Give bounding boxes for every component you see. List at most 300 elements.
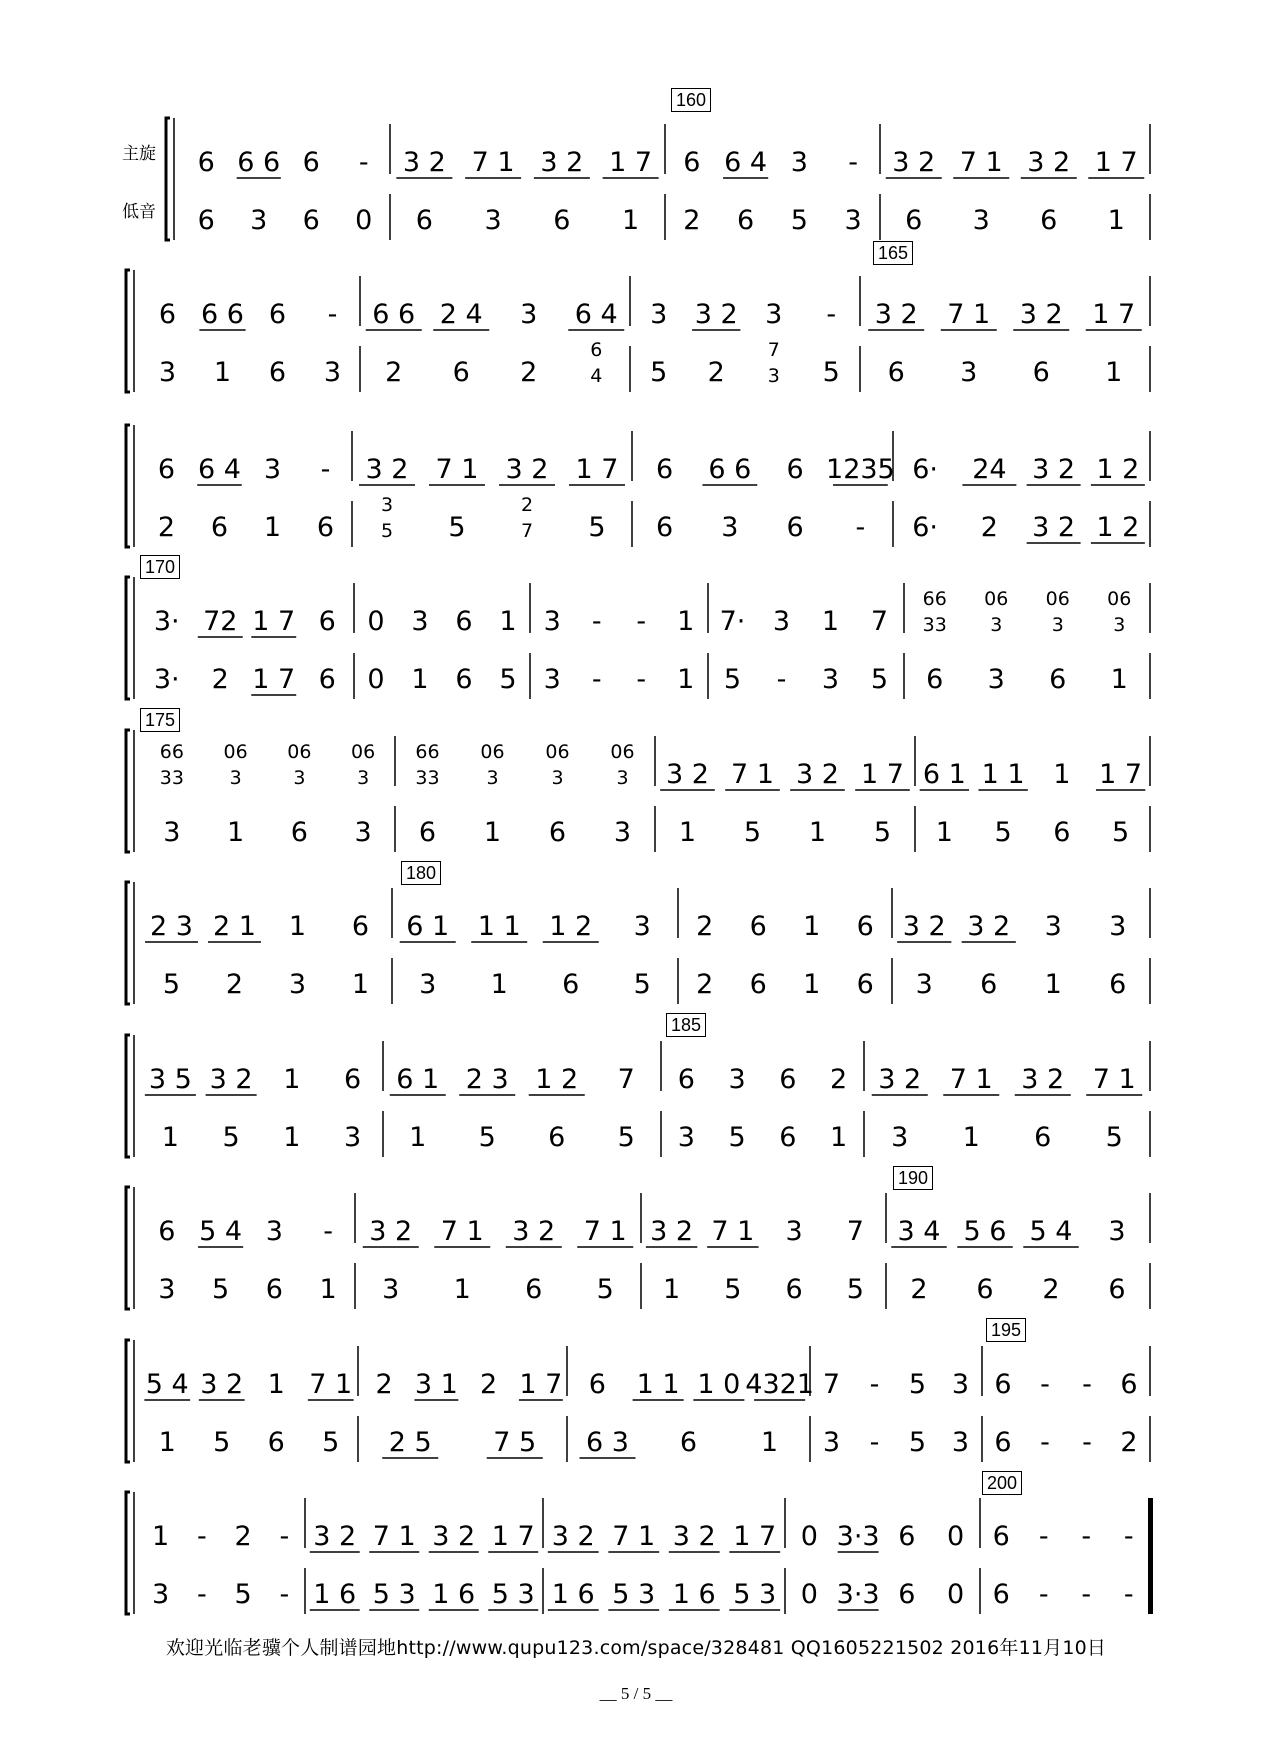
melody-note: 3 2 bbox=[878, 1064, 922, 1095]
bass-note: 3 2 bbox=[1032, 512, 1076, 543]
melody-note: 6 bbox=[302, 147, 320, 178]
melody-note: 3 bbox=[785, 1216, 803, 1247]
melody-note: 7 1 bbox=[711, 1216, 755, 1247]
bass-note: 5 bbox=[790, 205, 808, 236]
measure-marker: 195 bbox=[986, 1318, 1026, 1342]
melody-note: 1 7 bbox=[861, 759, 904, 790]
bass-note: 5 bbox=[650, 357, 668, 388]
melody-chord-upper: 06 bbox=[1107, 588, 1132, 610]
bass-note: 1 bbox=[283, 1122, 301, 1153]
bass-note: 2 bbox=[225, 969, 244, 1000]
bass-note: 5 bbox=[212, 1274, 230, 1305]
bass-note: 3· bbox=[153, 664, 180, 695]
melody-note: 1 2 bbox=[535, 1064, 579, 1095]
melody-note: - bbox=[1038, 1521, 1049, 1552]
melody-note: 3 2 bbox=[1021, 1064, 1065, 1095]
melody-chord-lower: 3 bbox=[1113, 614, 1126, 636]
bass-note: 1 bbox=[453, 1274, 471, 1305]
melody-chord-lower: 33 bbox=[159, 767, 184, 789]
melody-note: 3 2 bbox=[200, 1369, 244, 1400]
melody-note: 3 2 bbox=[666, 759, 709, 790]
bass-note: 3 bbox=[677, 1122, 695, 1153]
bass-note: - bbox=[197, 1579, 207, 1610]
melody-note: 6 bbox=[268, 299, 287, 330]
melody-note: - bbox=[1081, 1521, 1092, 1552]
bass-note: 5 bbox=[213, 1427, 231, 1458]
bass-note: 6 3 bbox=[586, 1427, 629, 1458]
final-barline bbox=[1148, 1498, 1153, 1614]
bass-chord-lower: 7 bbox=[520, 520, 534, 542]
melody-note: 3 2 bbox=[967, 911, 1011, 942]
bass-note: 6 bbox=[1032, 357, 1050, 388]
bass-part-label: 低音 bbox=[122, 202, 156, 222]
bass-note: 3 bbox=[354, 817, 372, 848]
melody-chord-upper: 66 bbox=[415, 741, 440, 763]
bass-note: 0 bbox=[947, 1579, 965, 1610]
bass-note: - bbox=[1081, 1579, 1092, 1610]
melody-note: 3 2 bbox=[540, 147, 584, 178]
melody-note: 3 2 bbox=[402, 147, 446, 178]
melody-note: 1 1 bbox=[477, 911, 521, 942]
melody-note: 6 bbox=[992, 1521, 1010, 1552]
melody-note: 7 1 bbox=[435, 454, 479, 485]
bass-note: 3 bbox=[323, 357, 342, 388]
bass-note: 1 bbox=[351, 969, 370, 1000]
bass-note: 2 bbox=[696, 969, 714, 1000]
bass-note: 3 bbox=[158, 1274, 176, 1305]
melody-note: 3 bbox=[951, 1369, 970, 1400]
bass-note: 3 bbox=[951, 1427, 970, 1458]
melody-note: 3 bbox=[790, 147, 808, 178]
bass-note: 5 bbox=[743, 817, 762, 848]
melody-note: 1235 bbox=[826, 454, 895, 485]
bass-note: 7 5 bbox=[493, 1427, 537, 1458]
system-bracket bbox=[126, 1187, 130, 1309]
bass-note: 6 bbox=[452, 357, 470, 388]
melody-note: 3 2 bbox=[432, 1521, 476, 1552]
melody-note: 7 1 bbox=[959, 147, 1003, 178]
melody-note: 2 3 bbox=[465, 1064, 509, 1095]
melody-note: 7 1 bbox=[309, 1369, 353, 1400]
melody-note: 3 2 bbox=[1032, 454, 1076, 485]
bass-note: 6 bbox=[994, 1427, 1012, 1458]
system-bracket bbox=[126, 425, 130, 547]
bass-note: 6 bbox=[210, 512, 229, 543]
bass-note: 1 bbox=[227, 817, 245, 848]
melody-chord-lower: 3 bbox=[551, 767, 564, 789]
bass-note: 1 bbox=[678, 817, 697, 848]
bass-note: 5 3 bbox=[491, 1579, 535, 1610]
bass-note: 6 bbox=[749, 969, 767, 1000]
bass-note: 5 bbox=[822, 357, 840, 388]
bass-note: 1 bbox=[213, 357, 232, 388]
melody-note: 3 4 bbox=[897, 1216, 941, 1247]
melody-chord-upper: 06 bbox=[610, 741, 635, 763]
melody-note: 6 1 bbox=[396, 1064, 440, 1095]
bass-note: 6 bbox=[887, 357, 905, 388]
bass-note: 1 bbox=[622, 205, 640, 236]
melody-note: 6 1 bbox=[922, 759, 966, 790]
bass-note: 1 bbox=[411, 664, 429, 695]
melody-note: 3 bbox=[1108, 1216, 1126, 1247]
melody-note: 7 1 bbox=[471, 147, 515, 178]
bass-note: 5 bbox=[617, 1122, 635, 1153]
melody-note: 2 bbox=[830, 1064, 848, 1095]
melody-note: 3 2 bbox=[672, 1521, 716, 1552]
melody-note: 2 1 bbox=[213, 911, 256, 942]
melody-note: 1 bbox=[267, 1369, 285, 1400]
melody-part-label: 主旋 bbox=[122, 144, 156, 164]
system-bracket bbox=[126, 577, 130, 699]
bass-note: 3·3 bbox=[836, 1579, 880, 1610]
melody-note: 7· bbox=[719, 606, 746, 637]
bass-note: 6 bbox=[737, 205, 755, 236]
melody-note: 3 2 bbox=[313, 1521, 357, 1552]
melody-note: 3 bbox=[772, 606, 791, 637]
melody-note: 3 2 bbox=[650, 1216, 694, 1247]
bass-note: 6 bbox=[1108, 1274, 1126, 1305]
melody-note: 6 bbox=[158, 299, 177, 330]
bass-note: 5 3 bbox=[733, 1579, 777, 1610]
bass-note: 5 bbox=[846, 1274, 864, 1305]
melody-note: 6 bbox=[588, 1369, 606, 1400]
bass-note: 6 bbox=[290, 817, 308, 848]
melody-note: 6 6 bbox=[237, 147, 281, 178]
melody-chord-lower: 3 bbox=[990, 614, 1003, 636]
melody-note: - bbox=[848, 147, 858, 178]
melody-chord-upper: 06 bbox=[287, 741, 312, 763]
bass-note: - bbox=[279, 1579, 290, 1610]
bass-note: 6 bbox=[856, 969, 874, 1000]
measure-marker: 180 bbox=[401, 861, 441, 885]
bass-note: 6 bbox=[548, 1122, 566, 1153]
bass-note: 2 bbox=[1042, 1274, 1060, 1305]
melody-note: 1 7 bbox=[1092, 299, 1136, 330]
melody-note: 1 7 bbox=[1099, 759, 1143, 790]
melody-note: 1 bbox=[677, 606, 695, 637]
melody-note: 1 bbox=[803, 911, 821, 942]
bass-note: 1 bbox=[319, 1274, 337, 1305]
bass-note: 5 bbox=[994, 817, 1012, 848]
bass-note: 6 bbox=[1034, 1122, 1052, 1153]
bass-note: 6 bbox=[562, 969, 580, 1000]
bass-note: 6 bbox=[926, 664, 944, 695]
melody-note: 2 3 bbox=[150, 911, 193, 942]
melody-note: 3 bbox=[1109, 911, 1127, 942]
bass-note: 5 bbox=[234, 1579, 252, 1610]
bass-note: 6 bbox=[992, 1579, 1010, 1610]
measure-marker: 185 bbox=[666, 1013, 706, 1037]
melody-note: - bbox=[826, 299, 837, 330]
melody-note: - bbox=[279, 1521, 290, 1552]
melody-note: 6 bbox=[351, 911, 370, 942]
bass-note: 5 bbox=[448, 512, 466, 543]
bass-note: 6 bbox=[268, 357, 287, 388]
melody-note: 7 bbox=[846, 1216, 864, 1247]
bass-note: 6 bbox=[418, 817, 437, 848]
melody-note: 1 bbox=[288, 911, 307, 942]
melody-note: 72 bbox=[203, 606, 238, 637]
melody-note: 3 bbox=[650, 299, 668, 330]
bass-note: 5 bbox=[724, 1274, 742, 1305]
melody-note: 1 bbox=[1053, 759, 1071, 790]
bass-note: 3 bbox=[987, 664, 1005, 695]
bass-note: 6 bbox=[525, 1274, 543, 1305]
melody-note: 3 2 bbox=[505, 454, 549, 485]
measure-marker: 165 bbox=[873, 241, 913, 265]
bass-note: 6 bbox=[779, 1122, 797, 1153]
system-bracket bbox=[126, 1492, 130, 1614]
melody-note: 6 bbox=[749, 911, 767, 942]
melody-note: 1 7 bbox=[519, 1369, 563, 1400]
bass-note: 6 bbox=[415, 205, 433, 236]
bass-note: 1 bbox=[1044, 969, 1062, 1000]
bass-note: 3 bbox=[915, 969, 933, 1000]
melody-note: 1 7 bbox=[733, 1521, 777, 1552]
melody-note: 1 0 bbox=[697, 1369, 741, 1400]
bass-note: 5 3 bbox=[372, 1579, 416, 1610]
bass-note: 3 bbox=[844, 205, 862, 236]
melody-note: 3 bbox=[633, 911, 651, 942]
melody-note: 5 bbox=[908, 1369, 927, 1400]
bass-note: 1 bbox=[830, 1122, 848, 1153]
bass-note: 6 bbox=[265, 1274, 283, 1305]
bass-chord-lower: 4 bbox=[590, 365, 603, 387]
melody-note: 6 bbox=[898, 1521, 916, 1552]
melody-note: 6 bbox=[677, 1064, 695, 1095]
bass-note: 1 bbox=[935, 817, 953, 848]
melody-note: - bbox=[358, 147, 369, 178]
melody-note: 3 5 bbox=[148, 1064, 192, 1095]
measure-marker: 190 bbox=[893, 1166, 933, 1190]
bass-note: 3 bbox=[163, 817, 181, 848]
footer-credit: 欢迎光临老骥个人制谱园地http://www.qupu123.com/space/328481 QQ1605221502 2016年11月10日 bbox=[165, 1637, 1107, 1659]
melody-note: 3 bbox=[263, 454, 282, 485]
melody-chord-upper: 06 bbox=[545, 741, 570, 763]
bass-note: 1 bbox=[158, 1427, 176, 1458]
bass-note: 1 6 bbox=[672, 1579, 716, 1610]
melody-chord-lower: 33 bbox=[922, 614, 947, 636]
melody-note: 1 2 bbox=[1096, 454, 1140, 485]
bass-note: 1 bbox=[1107, 205, 1125, 236]
bass-note: 3 bbox=[821, 664, 840, 695]
melody-chord-lower: 3 bbox=[1051, 614, 1064, 636]
bass-note: 3 bbox=[891, 1122, 909, 1153]
melody-note: 6 6 bbox=[708, 454, 752, 485]
bass-note: 1 bbox=[263, 512, 282, 543]
bass-note: 1 6 bbox=[432, 1579, 476, 1610]
bass-note: 3 bbox=[152, 1579, 170, 1610]
bass-note: 6 bbox=[267, 1427, 285, 1458]
melody-note: 6 bbox=[779, 1064, 797, 1095]
bass-note: 5 bbox=[728, 1122, 746, 1153]
bass-note: 6 bbox=[976, 1274, 994, 1305]
bass-note: 5 bbox=[162, 969, 181, 1000]
bass-note: 3 bbox=[344, 1122, 362, 1153]
melody-note: 3 bbox=[265, 1216, 283, 1247]
melody-note: 2 bbox=[234, 1521, 252, 1552]
melody-note: 3 1 bbox=[414, 1369, 458, 1400]
melody-note: 6 bbox=[344, 1064, 362, 1095]
bass-note: 1 6 bbox=[313, 1579, 357, 1610]
melody-note: 7 1 bbox=[583, 1216, 627, 1247]
melody-note: - bbox=[591, 606, 602, 637]
page-number: __ 5 / 5 __ bbox=[599, 1684, 673, 1703]
melody-note: 6· bbox=[912, 454, 939, 485]
melody-note: 1 1 bbox=[981, 759, 1025, 790]
bass-note: - bbox=[855, 512, 866, 543]
system-bracket bbox=[166, 118, 170, 240]
measure-marker: 170 bbox=[140, 555, 180, 579]
bass-chord-upper: 7 bbox=[767, 339, 780, 361]
melody-chord-upper: 06 bbox=[351, 741, 376, 763]
bass-note: 6· bbox=[912, 512, 939, 543]
bass-chord-upper: 3 bbox=[380, 494, 394, 516]
melody-note: 3 2 bbox=[874, 299, 918, 330]
melody-note: 7 1 bbox=[612, 1521, 656, 1552]
bass-chord-upper: 6 bbox=[590, 339, 603, 361]
melody-note: 3 2 bbox=[209, 1064, 253, 1095]
melody-note: 1 bbox=[499, 606, 517, 637]
bass-note: 3 bbox=[288, 969, 307, 1000]
melody-note: 6 6 bbox=[372, 299, 416, 330]
melody-note: - bbox=[320, 454, 331, 485]
bass-note: - bbox=[776, 664, 787, 695]
melody-note: 3 bbox=[543, 606, 561, 637]
bass-note: 6 bbox=[786, 512, 804, 543]
melody-note: 6 1 bbox=[406, 911, 450, 942]
bass-note: 5 bbox=[633, 969, 651, 1000]
bass-note: 5 bbox=[873, 817, 892, 848]
melody-chord-upper: 66 bbox=[922, 588, 947, 610]
bass-note: 3 bbox=[822, 1427, 841, 1458]
bass-note: 5 bbox=[322, 1427, 340, 1458]
melody-note: 7 1 bbox=[949, 1064, 993, 1095]
bass-note: 5 3 bbox=[612, 1579, 656, 1610]
melody-note: 24 bbox=[972, 454, 1007, 485]
melody-note: 5 4 bbox=[145, 1369, 189, 1400]
bass-note: - bbox=[1040, 1427, 1050, 1458]
melody-note: 6 bbox=[318, 606, 336, 637]
melody-chord-lower: 3 bbox=[357, 767, 370, 789]
bass-note: 3 bbox=[382, 1274, 400, 1305]
bass-chord-upper: 2 bbox=[520, 494, 534, 516]
melody-note: 1 2 bbox=[549, 911, 593, 942]
bass-chord-lower: 5 bbox=[380, 520, 394, 542]
melody-note: 2 bbox=[480, 1369, 498, 1400]
bass-note: 5 bbox=[222, 1122, 240, 1153]
melody-note: 1 bbox=[821, 606, 840, 637]
melody-note: - bbox=[869, 1369, 880, 1400]
bass-note: 1 bbox=[1110, 664, 1128, 695]
melody-note: - bbox=[1123, 1521, 1134, 1552]
melody-note: 7 1 bbox=[440, 1216, 484, 1247]
bass-note: 0 bbox=[367, 664, 385, 695]
bass-note: 2 bbox=[1120, 1427, 1138, 1458]
bass-note: 6 bbox=[898, 1579, 916, 1610]
bass-note: 0 bbox=[800, 1579, 818, 1610]
melody-note: 3 2 bbox=[796, 759, 839, 790]
melody-chord-upper: 06 bbox=[480, 741, 505, 763]
melody-note: 3 2 bbox=[551, 1521, 595, 1552]
bass-note: 1 bbox=[1105, 357, 1123, 388]
bass-note: 3 bbox=[158, 357, 177, 388]
bass-note: 0 bbox=[355, 205, 373, 236]
bass-note: 1 bbox=[409, 1122, 427, 1153]
bass-note: 6 bbox=[905, 205, 923, 236]
bass-note: 6 bbox=[548, 817, 567, 848]
system-bracket bbox=[126, 730, 130, 852]
bass-note: 2 bbox=[683, 205, 701, 236]
melody-note: - bbox=[636, 606, 647, 637]
melody-note: 0 bbox=[947, 1521, 965, 1552]
bass-note: 5 bbox=[908, 1427, 927, 1458]
bass-note: 6 bbox=[553, 205, 571, 236]
melody-note: 7 1 bbox=[731, 759, 774, 790]
measure-marker: 175 bbox=[140, 708, 180, 732]
melody-note: 6 bbox=[455, 606, 473, 637]
melody-note: 7 1 bbox=[372, 1521, 416, 1552]
bass-note: 3 bbox=[543, 664, 561, 695]
bass-note: 2 bbox=[910, 1274, 928, 1305]
melody-note: 1 7 bbox=[575, 454, 619, 485]
bass-note: - bbox=[869, 1427, 880, 1458]
bass-note: 1 7 bbox=[252, 664, 296, 695]
melody-note: 2 4 bbox=[439, 299, 483, 330]
melody-chord-lower: 3 bbox=[616, 767, 629, 789]
bass-note: 2 bbox=[385, 357, 403, 388]
melody-note: 6 bbox=[856, 911, 874, 942]
bass-note: - bbox=[636, 664, 647, 695]
melody-note: 6 bbox=[994, 1369, 1012, 1400]
bass-note: 3 bbox=[721, 512, 739, 543]
melody-note: 1 7 bbox=[609, 147, 653, 178]
bass-note: 6 bbox=[785, 1274, 803, 1305]
melody-note: 3 2 bbox=[1027, 147, 1071, 178]
melody-note: 3·3 bbox=[836, 1521, 880, 1552]
measure-marker: 160 bbox=[671, 88, 711, 112]
melody-note: 6 bbox=[683, 147, 701, 178]
bass-note: 5 bbox=[1105, 1122, 1123, 1153]
melody-note: 6 4 bbox=[574, 299, 618, 330]
melody-note: 0 bbox=[367, 606, 385, 637]
bass-note: 3 bbox=[613, 817, 632, 848]
bass-note: 1 bbox=[161, 1122, 179, 1153]
bass-note: 1 bbox=[808, 817, 827, 848]
melody-note: 3 bbox=[411, 606, 429, 637]
bass-note: - bbox=[591, 664, 602, 695]
melody-note: 0 bbox=[800, 1521, 818, 1552]
system-bracket bbox=[126, 1035, 130, 1157]
melody-note: 1 bbox=[152, 1521, 170, 1552]
melody-note: 3 2 bbox=[902, 911, 946, 942]
melody-note: 1 7 bbox=[252, 606, 296, 637]
system-bracket bbox=[126, 882, 130, 1004]
melody-note: - bbox=[1082, 1369, 1092, 1400]
melody-note: 6 4 bbox=[198, 454, 241, 485]
bass-note: 2 bbox=[980, 512, 998, 543]
measure-marker: 200 bbox=[982, 1471, 1022, 1495]
bass-note: 6 bbox=[1109, 969, 1127, 1000]
melody-note: 3 bbox=[1044, 911, 1062, 942]
melody-note: 3 bbox=[520, 299, 538, 330]
bass-note: 6 bbox=[197, 205, 215, 236]
bass-note: 1 bbox=[490, 969, 508, 1000]
melody-note: 3 bbox=[765, 299, 783, 330]
bass-note: 3 bbox=[960, 357, 978, 388]
bass-note: 2 bbox=[707, 357, 725, 388]
bass-note: 6 bbox=[455, 664, 473, 695]
